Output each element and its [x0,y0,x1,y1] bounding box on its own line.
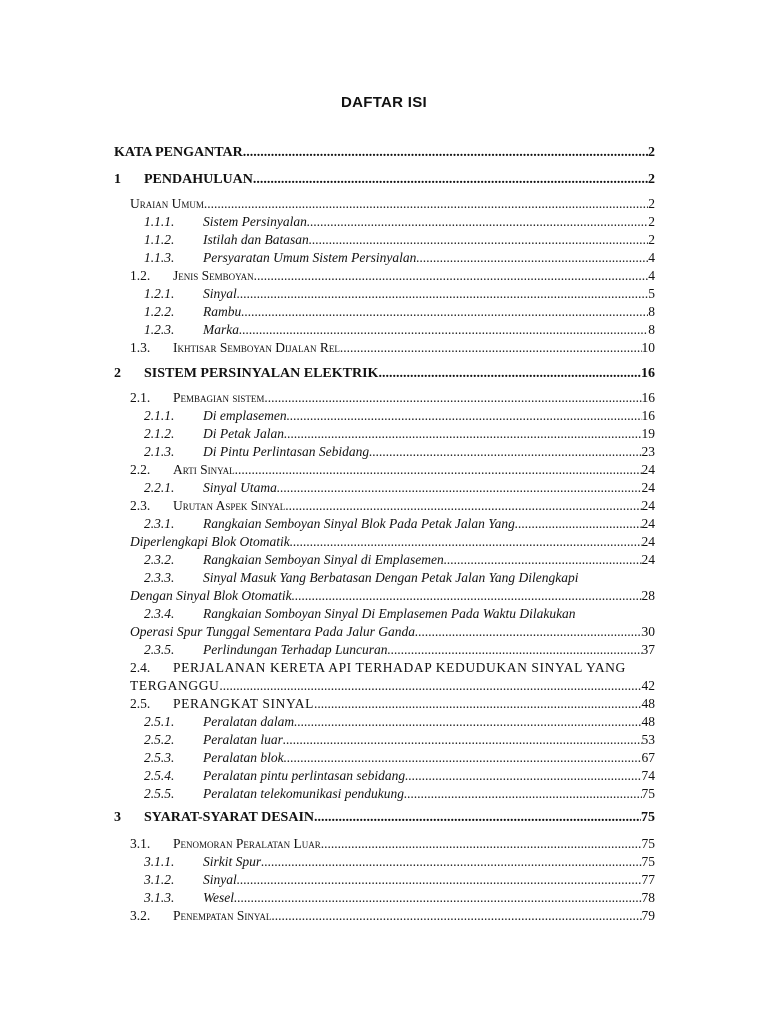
toc-entry-page: 4 [648,268,655,283]
toc-entry-label: Dengan Sinyal Blok Otomatik [130,588,292,603]
dot-leader [294,714,641,730]
toc-entry-number: 2.1. [130,390,151,405]
toc-entry[interactable] [144,750,655,766]
toc-entry-number: 1 [114,172,121,187]
toc-entry-number: 1.2.1. [144,286,175,301]
toc-entry-page: 2 [648,172,655,187]
toc-entry[interactable] [144,286,655,302]
dot-leader [405,768,641,784]
dot-leader [277,480,642,496]
toc-entry-label: Penomoran Peralatan Luar [173,836,321,851]
toc-entry-page: 78 [641,890,655,905]
toc-entry[interactable] [144,606,655,622]
toc-entry[interactable] [114,810,655,826]
dot-leader [234,890,642,906]
toc-entry-label: Arti Sinyal [173,462,235,477]
toc-entry-page: 53 [641,732,655,747]
toc-entry-page: 24 [641,534,655,549]
toc-entry-page: 30 [641,624,655,639]
toc-entry-label: TERGANGGU [130,678,220,693]
toc-entry-page: 8 [648,322,655,337]
toc-entry[interactable] [144,426,655,442]
toc-entry-number: 2.1.1. [144,408,175,423]
toc-entry[interactable] [144,854,655,870]
toc-entry-number: 3 [114,810,121,825]
toc-entry-number: 2.5.4. [144,768,175,783]
dot-leader [444,552,642,568]
toc-entry-label: PERANGKAT SINYAL [173,696,314,711]
toc-entry-label: Sinyal Masuk Yang Berbatasan Dengan Petak Jalan Yang Dilengkapi [203,570,579,585]
toc-entry-label: Di Petak Jalan [203,426,284,441]
toc-entry[interactable] [144,232,655,248]
toc-entry-label: Di Pintu Perlintasan Sebidang [203,444,370,459]
toc-entry-label: Persyaratan Umum Sistem Persinyalan [203,250,417,265]
toc-entry-label: Sirkit Spur [203,854,262,869]
toc-entry-page: 4 [648,250,655,265]
toc-entry-page: 28 [641,588,655,603]
dot-leader [515,516,642,532]
toc-entry-number: 1.2. [130,268,151,283]
toc-entry-label: Jenis Semboyan [173,268,254,283]
toc-entry-label: Sinyal Utama [203,480,277,495]
toc-entry-label: Penempatan Sinyal [173,908,272,923]
toc-entry-label: Rambu [203,304,242,319]
dot-leader [378,366,641,382]
toc-entry-number: 3.1. [130,836,151,851]
toc-entry-continuation[interactable] [130,534,655,550]
toc-entry-page: 77 [641,872,655,887]
toc-entry-number: 1.1.3. [144,250,175,265]
dot-leader [254,268,649,284]
toc-entry-page: 48 [641,696,655,711]
toc-entry[interactable] [144,250,655,266]
toc-entry[interactable] [144,872,655,888]
toc-entry[interactable] [144,516,655,532]
toc-entry-page: 23 [641,444,655,459]
dot-leader [243,145,648,161]
toc-entry[interactable] [130,196,655,212]
dot-leader [237,872,642,888]
toc-entry-label: Rangkaian Semboyan Sinyal di Emplasemen [203,552,444,567]
toc-entry-page: 67 [641,750,655,765]
toc-entry[interactable] [144,322,655,338]
toc-entry-page: 2 [648,145,655,160]
toc-entry[interactable] [114,366,655,382]
toc-entry-label: Peralatan pintu perlintasan sebidang [203,768,406,783]
toc-entry[interactable] [144,552,655,568]
dot-leader [284,426,642,442]
toc-entry[interactable] [130,498,655,514]
toc-entry-number: 2.5.2. [144,732,175,747]
toc-entry-page: 2 [648,214,655,229]
dot-leader [292,588,642,604]
toc-entry-number: 2.5. [130,696,151,711]
toc-entry-number: 2 [114,366,121,381]
dot-leader [314,810,641,826]
toc-entry-page: 75 [641,786,655,801]
toc-entry-label: Ikhtisar Semboyan Dijalan Rel [173,340,340,355]
toc-entry-page: 2 [648,196,655,211]
toc-entry-page: 16 [641,366,655,381]
toc-entry-number: 2.3.3. [144,570,175,585]
dot-leader [309,232,648,248]
toc-entry-label: Peralatan luar [203,732,283,747]
toc-entry[interactable] [130,268,655,284]
dot-leader [219,678,641,694]
toc-entry-number: 1.1.2. [144,232,175,247]
page-title: DAFTAR ISI [340,94,428,111]
toc-entry-page: 19 [641,426,655,441]
toc-entry[interactable] [144,304,655,320]
dot-leader [261,854,641,870]
toc-entry-page: 10 [641,340,655,355]
toc-entry-number: 2.3.1. [144,516,175,531]
toc-entry-page: 75 [641,810,655,825]
toc-entry-label: KATA PENGANTAR [114,145,243,160]
toc-entry-label: Rangkaian Somboyan Sinyal Di Emplasemen Pada Waktu Dilakukan [203,606,576,621]
dot-leader [284,750,642,766]
toc-entry-page: 48 [641,714,655,729]
toc-entry-number: 2.2.1. [144,480,175,495]
toc-entry-page: 16 [641,390,655,405]
toc-entry-page: 24 [641,498,655,513]
toc-entry-page: 74 [641,768,655,783]
toc-entry[interactable] [130,696,655,712]
dot-leader [290,534,642,550]
toc-entry-label: Urutan Aspek Sinyal [173,498,286,513]
toc-entry-page: 24 [641,480,655,495]
toc-entry[interactable] [144,786,655,802]
toc-entry-number: 1.3. [130,340,151,355]
toc-entry-number: 2.5.5. [144,786,175,801]
toc-entry-number: 3.1.3. [144,890,175,905]
toc-entry[interactable] [144,642,655,658]
toc-entry-page: 75 [641,854,655,869]
toc-entry-page: 24 [641,516,655,531]
toc-entry-number: 3.2. [130,908,151,923]
toc-entry[interactable] [144,714,655,730]
toc-entry-label: PERJALANAN KERETA API TERHADAP KEDUDUKAN SINYAL YANG [173,660,626,675]
toc-entry[interactable] [130,836,655,852]
dot-leader [235,462,642,478]
toc-entry-number: 2.2. [130,462,151,477]
toc-entry-continuation[interactable] [130,624,655,640]
toc-entry-label: Wesel [203,890,234,905]
dot-leader [416,250,648,266]
toc-entry-page: 2 [648,232,655,247]
toc-entry[interactable] [130,908,655,924]
toc-entry-label: Diperlengkapi Blok Otomatik [130,534,290,549]
toc-entry-label: Sistem Persinyalan [203,214,307,229]
toc-entry[interactable] [144,408,655,424]
toc-entry-number: 1.2.2. [144,304,175,319]
toc-entry[interactable] [144,732,655,748]
toc-entry-label: Sinyal [203,286,237,301]
toc-entry-number: 2.3.2. [144,552,175,567]
toc-entry-number: 1.1.1. [144,214,175,229]
toc-entry-label: PENDAHULUAN [144,172,253,187]
toc-entry-label: Operasi Spur Tunggal Sementara Pada Jalur Ganda [130,624,415,639]
toc-entry-number: 2.4. [130,660,151,675]
dot-leader [204,196,648,212]
toc-entry-page: 16 [641,408,655,423]
toc-entry[interactable] [130,340,655,356]
dot-leader [321,836,642,852]
toc-entry-label: Peralatan blok [203,750,284,765]
toc-entry-label: SISTEM PERSINYALAN ELEKTRIK [144,366,379,381]
dot-leader [283,732,642,748]
dot-leader [369,444,641,460]
toc-entry[interactable] [144,890,655,906]
toc-entry-page: 8 [648,304,655,319]
toc-entry[interactable] [144,444,655,460]
toc-entry-label: Sinyal [203,872,237,887]
dot-leader [415,624,642,640]
toc-entry[interactable] [144,480,655,496]
dot-leader [271,908,641,924]
toc-entry-number: 2.3. [130,498,151,513]
toc-entry[interactable] [144,570,655,586]
toc-entry-label: Istilah dan Batasan [203,232,309,247]
dot-leader [404,786,642,802]
toc-entry-number: 2.5.1. [144,714,175,729]
toc-entry-label: Uraian Umum [130,196,204,211]
toc-entry-label: Di emplasemen [203,408,287,423]
toc-entry-page: 24 [641,462,655,477]
dot-leader [264,390,641,406]
toc-entry-page: 75 [641,836,655,851]
toc-entry-number: 3.1.2. [144,872,175,887]
dot-leader [239,322,648,338]
toc-entry-page: 5 [648,286,655,301]
toc-entry[interactable] [130,462,655,478]
toc-entry-page: 37 [641,642,655,657]
toc-entry-label: Pembagian sistem [173,390,265,405]
dot-leader [340,340,642,356]
toc-entry-continuation[interactable] [130,678,655,694]
toc-entry-label: Rangkaian Semboyan Sinyal Blok Pada Petak Jalan Yang [203,516,515,531]
dot-leader [307,214,648,230]
dot-leader [314,696,642,712]
toc-entry[interactable] [130,390,655,406]
toc-entry-page: 42 [641,678,655,693]
toc-entry-number: 1.2.3. [144,322,175,337]
toc-entry-number: 2.1.3. [144,444,175,459]
toc-entry-continuation[interactable] [130,588,655,604]
dot-leader [253,172,648,188]
dot-leader [241,304,648,320]
dot-leader [237,286,649,302]
toc-entry[interactable] [130,660,655,676]
dot-leader [285,498,641,514]
dot-leader [388,642,642,658]
toc-entry-number: 3.1.1. [144,854,175,869]
toc-entry[interactable] [114,145,655,161]
toc-entry-label: Perlindungan Terhadap Luncuran [203,642,388,657]
toc-entry-number: 2.3.4. [144,606,175,621]
toc-entry-page: 24 [641,552,655,567]
toc-entry-label: Peralatan telekomunikasi pendukung [203,786,404,801]
toc-entry-number: 2.3.5. [144,642,175,657]
toc-entry-number: 2.5.3. [144,750,175,765]
toc-entry[interactable] [114,172,655,188]
toc-entry-label: SYARAT-SYARAT DESAIN [144,810,315,825]
toc-entry-number: 2.1.2. [144,426,175,441]
toc-entry-label: Peralatan dalam [203,714,295,729]
toc-entry[interactable] [144,214,655,230]
toc-entry-page: 79 [641,908,655,923]
dot-leader [287,408,642,424]
toc-entry-label: Marka [203,322,239,337]
toc-entry[interactable] [144,768,655,784]
